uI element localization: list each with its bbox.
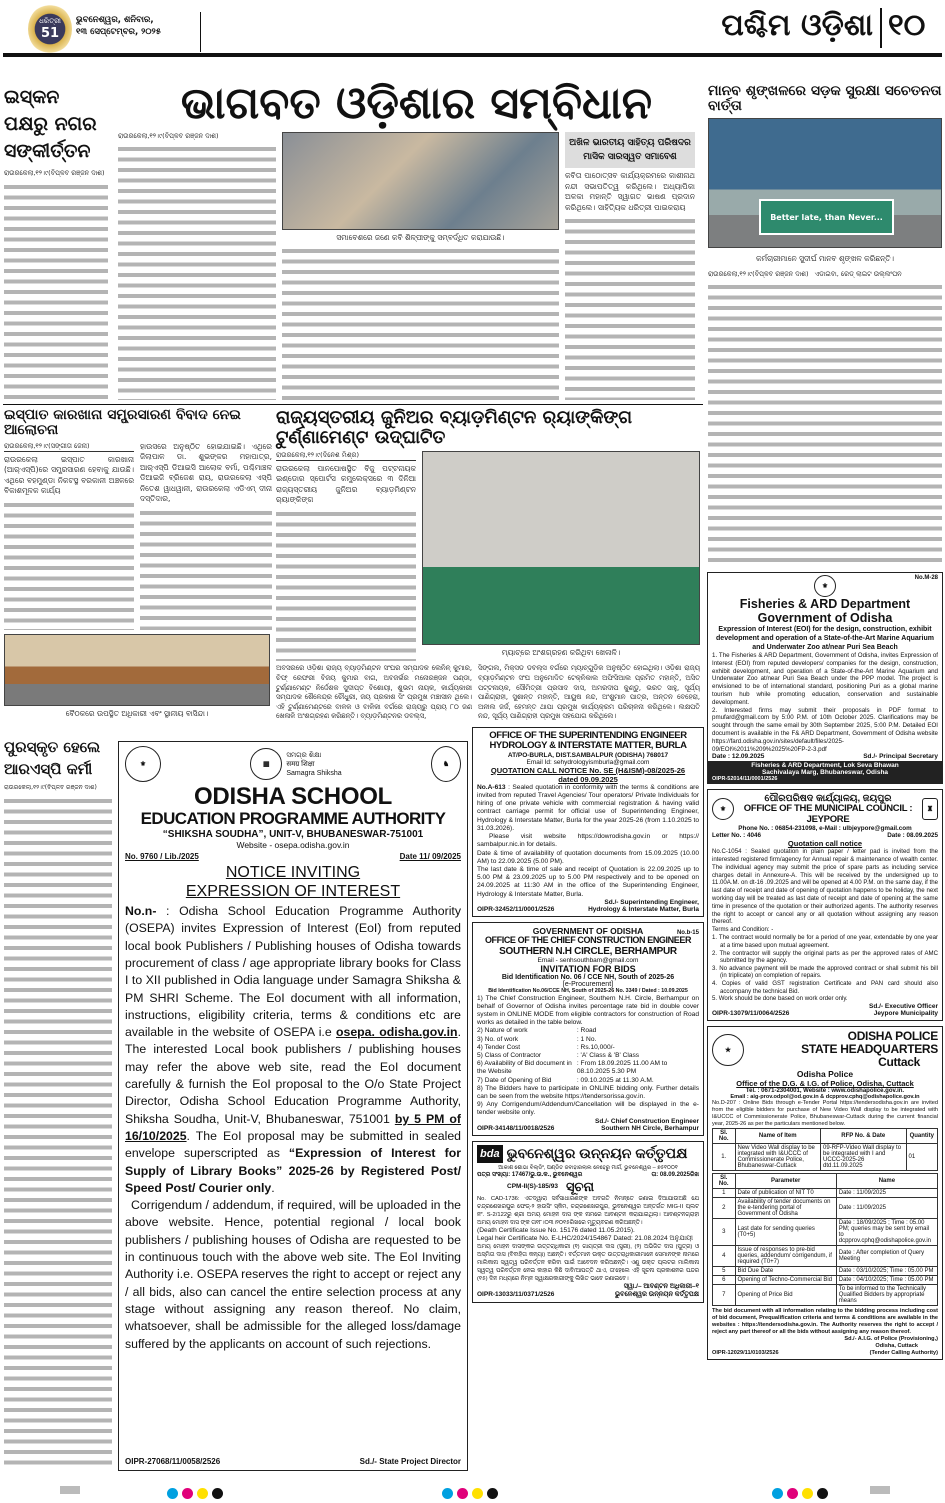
hydrology-ad [472, 727, 704, 917]
iskcon-body [4, 182, 108, 400]
cce-bid-line: Bid Identification No.06/CCE NH, South of 2025-26 No. 3349 / Dated : 10.09.2025 [488, 987, 688, 994]
registration-dot [472, 1488, 483, 1499]
police-title-3: Cuttack [878, 1055, 920, 1070]
bda-ad [472, 1141, 704, 1303]
osepa-text-end: . [271, 1180, 275, 1195]
police-title-1: ODISHA POLICE [847, 1028, 938, 1043]
odisha-emblem-icon: ⚜ [814, 575, 836, 597]
municipal-seal-icon: ♜ [922, 798, 938, 820]
jeypore-odia-title: ପୌରପରିଷଦ କାର୍ଯ୍ୟାଳୟ, ଜୟପୁର [764, 793, 892, 805]
osepa-no: No.n- [125, 904, 157, 919]
fisheries-footer-2: Sachivalaya Marg, Bhubaneswar, Odisha [761, 769, 889, 777]
table-cell: 01 [906, 1144, 938, 1171]
cce-item-9: 9) Any Corrigendum/Addendum/Cancellation will be displayed in the e-tender website only. [477, 1101, 699, 1117]
fisheries-footer [708, 761, 942, 783]
table-row [713, 1246, 938, 1267]
registration-dot [212, 1488, 223, 1499]
steel-story [4, 408, 272, 630]
table-cell: 4 [713, 1246, 736, 1267]
table-row [713, 1219, 938, 1246]
jeypore-para: No.C-1054 : Sealed quotation in plain paper / letter pad is invited from the interested registered firm/agency for Annual repair & maintenance of wealth center. The individual agency may submit the price of spare parts as including service charges detail in Annexure-A. This will be received by the undersigned up to 11.00A.M. on dt-16 .09.2025 and will be opened at 4.00 P.M. on the same day, if the last date of receipt and date of opening of quotation happens to be holiday, the next working day will be treated as last date of receipt and date of opening at the same time in presence of the quotation or their authorized agents. The authority reserves the right to accept or cancel any or all quotation without assigning any reason thereof. [712, 848, 938, 926]
hydrology-address: AT/PO-BURLA, DIST.SAMBALPUR (ODISHA) 768017 [507, 751, 669, 759]
bda-death-cert: (Death Certificate Issue No. 15176 dated 11.05.2015). [477, 1226, 635, 1234]
right-ads-column [707, 572, 943, 1360]
fisheries-item-2: 2. Interested firms may submit their proposals in PDF format to pmufard@gmail.com by 5:00 P.M. of 10th October 2025. Clarifications may be sought through the same email by 30th September 2025, 5:00 P.M. Detailed EOI document is available in the F& ARD Department, Government of Odisha website https://fard.odisha.gov.in/sites/default/files/2025-09/EOI%2011%209%2025%20FP-2-3.pdf [712, 706, 938, 753]
cce-item-1: 1) The Chief Construction Engineer, Southern N.H. Circle, Berhampur on behalf of Governor of Odisha invites percentage rate bid in double cover system in ONLINE MODE from eligible contractors for construction of Road works as detailed in the table below. [477, 994, 699, 1027]
osepa-ad [118, 741, 468, 1471]
police-sign-1: Sd./- A.I.G. of Police (Provisioning,) [844, 1336, 938, 1343]
table-cell: Date : 03/10/2025; Time : 05.00 PM [836, 1267, 937, 1276]
cce-detail-row [477, 1060, 699, 1076]
column-header: Name [836, 1174, 937, 1189]
cce-title-1: OFFICE OF THE CHIEF CONSTRUCTION ENGINEER [484, 934, 692, 945]
road-safety-photo [708, 118, 942, 248]
hydrology-email: Email Id: sehydrologyismburla@gmail.com [526, 758, 650, 766]
bda-letter: ପତ୍ର ସଂଖ୍ୟା: 17467/ଭୁ.ଉ.କ., ଭୁବନେଶ୍ୱର [477, 1171, 583, 1178]
registration-dot [167, 1488, 178, 1499]
hydrology-title-2: HYDROLOGY & INTERSTATE MATTER, BURLA [489, 740, 687, 752]
terms-item: 3. No advance payment will be made the approved contract or shall submit his bill (in triplicate) on completion of repairs. [712, 964, 938, 980]
road-safety-story [708, 84, 942, 566]
cce-gov: GOVERNMENT OF ODISHA [532, 925, 644, 936]
table-row [713, 1198, 938, 1219]
bhagabat-photo-caption: ସମାବେଶରେ ଜଣେ କବି ଶିଳ୍ପୀଙ୍କୁ ସମ୍ବର୍ଦ୍ଧିତ କରାଯାଉଛି। [336, 233, 505, 243]
osepa-text-a: : Odisha School Education Programme Authority (OSEPA) invites Expression of Interest (EoI) from reputed local book Publishers / Publishing houses of Odisha towards procurement of class / age appropriate library books for Class I to XII published in Odia language under Samagra Shiksha & PM SHRI Scheme. The EoI document with all information, instructions, eligibility criteria, terms & conditions etc are available in the website of OSEPA i.e [125, 904, 461, 1040]
registration-dot [802, 1488, 813, 1499]
osepa-text-b: . The interested Local book publishers / publishing houses may refer the above web site, read the EoI document carefully & furnish the EoI proposal to the O/o State Project Director, Odisha School Education Programme Authority, Shiksha Soudha, Unit-V, Bhubaneswar, 751001 [125, 1025, 461, 1126]
rsp-award-story [4, 736, 112, 1470]
bda-para-2: ଅମୟ ମୋହନ ଦାସଙ୍କର ଉତ୍ତରାଧିକାରୀ (୧) ଗାୟତ୍ରୀ ଦାସ (ସ୍ତ୍ରୀ), (୨) ଅଭିଜିତ ଦାସ (ପୁତ୍ର) ଓ ଅସ୍ମିତା ଦାସ (ବିବାହିତା କନ୍ୟା) ଅଛନ୍ତି। ବର୍ତ୍ତମାନ ଉକ୍ତ ଉତ୍ତରାଧିକାରୀମାନେ ସେମାନଙ୍କ ନାମରେ ମାଲିକାନା ସ୍ୱତ୍ୱ ପରିବର୍ତ୍ତନ କରିବା ପାଇଁ ଆବେଦନ କରିଅଛନ୍ତି। ଏଣୁ ଉକ୍ତ ପ୍ଲଟର ମାଲିକାନା ସ୍ୱତ୍ୱ ପରିବର୍ତ୍ତନ ନେଇ କାହାର କିଛି ଦାବି/ଆପତ୍ତି ଥାଏ, ତା'ହେଲେ ଏହି ସୂଚନା ପ୍ରକାଶନର ପନ୍ଦର (୧୫) ଦିନ ମଧ୍ୟରେ ନିମ୍ନ ସ୍ୱାକ୍ଷରକାରୀଙ୍କୁ ଲିଖିତ ଭାବେ ଜଣାଇବେ। [477, 1244, 699, 1283]
cce-bid-id: Bid Identification No. 06 / CCE NH, South of 2025-26 [501, 973, 675, 981]
bda-suchana: ସୂଚନା [565, 1178, 595, 1194]
table-cell: To be informed to the Technically Qualified Bidders by appropriate means [836, 1285, 937, 1306]
cce-ad [472, 922, 704, 1136]
badminton-photo [422, 451, 700, 646]
road-safety-byline: ରାଉରକେଲା,୧୨।୯(ବିପ୍ଳବ ରଞ୍ଜନ ଦାଶ) [708, 269, 809, 278]
cce-detail-row [477, 1077, 699, 1085]
table-row [713, 1285, 938, 1306]
iskcon-story [4, 84, 108, 400]
police-sign-3: (Tender Calling Authority) [869, 1350, 938, 1357]
masthead-rule [3, 53, 942, 57]
fisheries-date: Date : 12.09.2025 [712, 753, 765, 761]
osepa-paragraph-2: Corrigendum / addendum, if required, will be uploaded in the above website. Hence, potential regional / local book publishers / publishing houses of Odisha are requested to be in continuous touch with the above web site. The EoI Inviting Authority i.e. OSEPA reserves the right to accept or reject any / all bids, also can cancel the entire selection process at any stage without assigning any reason thereof. No claim, whatsoever, shall be admissible for the alleged loss/damage suffered by the applicants on account of such rejections. [125, 1198, 461, 1351]
cce-title-2: SOUTHERN N.H CIRCLE, BERHAMPUR [499, 945, 677, 957]
jeypore-title: OFFICE OF THE MUNICIPAL COUNCIL : JEYPORE [743, 803, 913, 825]
hydrology-para-1 [477, 784, 699, 833]
police-tel: Tel. : 0671-2304001, Website : www.odishapolice.gov.in. [745, 1088, 905, 1095]
table-cell: Date : 04/10/2025; Time : 05.00 PM [836, 1276, 937, 1285]
detail-label: 4) Tender Cost [477, 1043, 521, 1051]
detail-label: 6) Availability of Bid document in the Website [477, 1060, 572, 1076]
rsp-award-body [4, 796, 112, 1470]
table-row [713, 1189, 938, 1198]
police-title-2: STATE HEADQUARTERS [801, 1041, 938, 1056]
bda-date: ତା: 08.09.2025ରିଖ [651, 1171, 699, 1178]
cce-detail-row [477, 1044, 699, 1052]
odisha-emblem-icon: ⚜ [712, 798, 734, 820]
registration-dot [197, 1488, 208, 1499]
jeypore-ad [707, 789, 943, 1020]
terms-item: 4. Copies of valid GST registration Certificate and PAN card should also accompany the technical Bid. [712, 979, 938, 995]
table-cell: Last date for sending queries (T0+5) [735, 1219, 836, 1246]
table-cell: 1 [713, 1189, 736, 1198]
police-sign-2: Odisha, Cuttack [875, 1343, 918, 1350]
table-cell: Availability of tender documents on the e-tendering portal of Government of Odisha [735, 1198, 836, 1219]
police-para: No.D-207 : Online Bids through e-Tender Portal https://tendersodisha.gov.in are invited from the eligible bidders for purchase of New Video Wall display to be integrated with I&UCCC of Commissionerate Police, Bhubaneswar-Cuttack during the current financial year, 2025-26 as per the particulars mentioned below. [712, 1100, 938, 1128]
detail-value: : 09.10.2025 at 11.30 A.M. [576, 1076, 654, 1084]
osepa-paragraph-1 [125, 903, 461, 1197]
bda-heir-cert: Legal heir Certificate No. E-LHC/2024/154867 Dated: 21.08.2024 ଅନୁଯାୟୀ [477, 1234, 693, 1242]
steel-body-2: ହାଉସରେ ଅନୁଷ୍ଠିତ ହୋଇଯାଇଛି। ଏଥିରେ ଜିଲାପାଳ ଡା. ଶୁଭଙ୍କର ମହାପାତ୍ର, ଆର୍‌ଏସ୍‌ପି ଡିଆଇସି ଆଲୋକ ବର୍ମା, ପଶ୍ଚିମାଞ୍ଚଳ ଡିଆଇଜି ବ୍ରିଜେଶ ରାୟ, ରାଉରକେଲା ଏସ୍‌ପି ନିତେଶ ୱାଧୱାନୀ, ରାଉରକେଲା ଏଡିଏମ୍ ଦୀନା ଦସ୍ତିଦାର, [140, 441, 272, 504]
meeting-photo-caption: ବୈଠକରେ ଉପସ୍ଥିତ ଅଧିକାରୀ ଏବଂ ସ୍ଥାନୀୟ ବାସିନ୍ଦା। [65, 709, 209, 718]
cce-invite: INVITATION FOR BIDS [540, 963, 636, 974]
osepa-website: Website - osepa.odisha.gov.in [236, 840, 350, 851]
osepa-superscription: “Expression of Interest for Supply of Library Books” 2025-26 by Registered Post/ Speed Post/ Courier only [125, 1146, 461, 1195]
cce-no: No.b-15 [676, 929, 699, 936]
cce-detail-row [477, 1036, 699, 1044]
jeypore-notice-title: Quotation call notice [787, 839, 863, 849]
detail-label: 5) Class of Contractor [477, 1052, 542, 1060]
police-oipr: OIPR-12029/11/0103/2526 [712, 1350, 779, 1357]
table-row [713, 1276, 938, 1285]
table-header-row [713, 1174, 938, 1189]
osepa-ref-no: No. 9760 / Lib./2025 [125, 852, 199, 862]
logo-text-hindi: समग्र शिक्षा [286, 760, 315, 768]
jeypore-oipr: OIPR-13079/11/0064/2526 [712, 1009, 790, 1017]
hydrology-sign-1: Sd./- Superintending Engineer, [604, 898, 699, 906]
rsp-award-headline: ପୁରସ୍କୃତ ହେଲେ ଆରଏସ୍‌ପି କର୍ମୀ [4, 738, 101, 778]
registration-dot [487, 1488, 498, 1499]
osepa-address: “SHIKSHA SOUDHA”, UNIT-V, BHUBANESWAR-751001 [162, 829, 424, 841]
notice-heading-2: EXPRESSION OF INTEREST [185, 883, 401, 901]
jeypore-sign-2: Jeypore Municipality [873, 1009, 938, 1017]
road-safety-headline: ମାନବ ଶୃଙ୍ଖଳରେ ସଡ଼କ ସୁରକ୍ଷା ସଚେତନତା ବାର୍ତ୍ତା [708, 83, 942, 115]
bda-title: ଭୁବନେଶ୍ୱର ଉନ୍ନୟନ କର୍ତ୍ତୃପକ୍ଷ [506, 1145, 688, 1162]
table-cell: 1. [713, 1144, 736, 1171]
fisheries-item-1: 1. The Fisheries & ARD Department, Government of Odisha, invites Expression of Interest (EOI) from reputed developers/ companies for the design, construction, exhibit development, and operation of a State-of-the-Art Marine Aquarium and Underwater Zoo at/near Puri Sea Beach under the PPP model. The project is envisioned to be of international standard, positioning Puri as a global marine tourism hub while promoting education, conservation and sustainable development. [712, 652, 938, 706]
table-header-row [713, 1129, 938, 1144]
registration-dot [182, 1488, 193, 1499]
bhagabat-body: କବିତା ପାଠୋତ୍ସବ କାର୍ଯ୍ୟକ୍ରମରେ କାଶୀନାଥ ନନ୍ଦୀ ସଭାପତିତ୍ୱ କରିଥିଲେ। ଅଧ୍ୟାପିକା ଅଳକା ମହାନ୍ତି ସ୍ୱାଗତ ଭାଷଣ ପ୍ରଦାନ କରିଥିଲେ। ସାହିତ୍ୟିକ ଧରିତ୍ରୀ ପାଇକରାୟ [565, 171, 695, 212]
logo-text-english: Samagra Shiksha [286, 769, 342, 777]
cce-item-8: 8) The Bidders have to participate in ONLINE bidding only. Further details can be seen from the website https://tendersorissa.gov.in. [477, 1084, 699, 1101]
hydrology-title-1: OFFICE OF THE SUPERINTENDING ENGINEER [489, 730, 687, 741]
detail-value: : Road [576, 1027, 597, 1035]
bda-oipr: OIPR-13033/11/0371/2526 [477, 1291, 555, 1299]
registration-dot [817, 1488, 828, 1499]
hydrology-para-3: Date & time of availability of quotation documents from 15.09.2025 (10.00 AM) to 22.09.2025 (5.00 PM). [477, 849, 699, 865]
jeypore-sign-1: Sd./- Executive Officer [869, 1002, 938, 1010]
fisheries-title-2: Government of Odisha [757, 611, 893, 625]
place-day: ଭୁବନେଶ୍ୱର, ଶନିବାର, [76, 15, 154, 25]
logo-text-odia: ସମଗ୍ର ଶିକ୍ଷା [286, 751, 322, 759]
steel-body: ରାଉରକେଲା ଇସ୍ପାତ କାରଖାନା (ଆର୍‌ଏସ୍‌ପି)ରେ ସମ୍ପ୍ରସାରଣ ହେବାକୁ ଯାଉଛି। ଏଥିରେ ବହମୁଣ୍ଡା ନିକଟସ୍ଥ ବରକାନୀ ଅଞ୍ଚଳରେ ବିକାଶମୂଳକ କାର୍ଯ୍ୟ [4, 454, 134, 496]
registration-dot [457, 1488, 468, 1499]
registration-dot [772, 1488, 783, 1499]
table-cell: Date of publication of NIT T0 [735, 1189, 836, 1198]
logo-word: ଧରିତ୍ରୀ [39, 17, 61, 25]
registration-marks [0, 1484, 945, 1498]
detail-label: 3) No. of work [477, 1035, 519, 1043]
osepa-link[interactable]: osepa. odisha.gov.in [335, 1025, 458, 1040]
bda-sign-2: ଭୁବନେଶ୍ୱର ଉନ୍ନୟନ କର୍ତ୍ତୃପକ୍ଷ [615, 1291, 699, 1299]
badminton-body: ରାଉରକେଲା ପାନପୋଷସ୍ଥିତ ବିଜୁ ପଟ୍ଟନାୟକ ଇଣ୍ଡୋର ସ୍ପୋର୍ଟସ କମ୍ପ୍ଲେକ୍ସରେ ୩ ଦିନିଆ ରାଜ୍ୟସ୍ତରୀୟ ଜୁନିଅର ବ୍ୟାଡ଼ମିଣ୍ଟନ ର‍୍ୟାଙ୍କିଙ୍ଗ [276, 463, 416, 505]
table-cell: Date : 18/09/2025 ; Time : 05.00 PM; queries may be sent by email to dcpprov.cphq@odishapolice.gov.in [836, 1219, 937, 1246]
cce-sign-2: Southern NH Circle, Berhampur [601, 1124, 699, 1132]
fisheries-ad [707, 572, 943, 784]
table-cell: 09-RFP-Video Wall display to be integrated with I and UCCC-2025-26 dtd.11.09.2025 [821, 1144, 907, 1171]
bda-cpm: CPM-II(S)-185/93 [507, 1183, 558, 1191]
cce-detail-row [477, 1052, 699, 1060]
police-footer: The bid document with all information relating to the bidding process including cost of bid document, Prequalification criteria and terms & conditions are available in the websites : https://tendersodisha.gov.in. The Authority reserves the right to accept / reject any part thereof or all the bids without assigning any reason thereof. [712, 1308, 938, 1336]
bhagabat-story [118, 80, 695, 400]
fisheries-title-1: Fisheries & ARD Department [739, 597, 911, 611]
detail-value: : From 18.09.2025 11.00 AM to 08.10.2025 5.30 PM [576, 1060, 668, 1076]
bhagabat-byline: ରାଉରକେଲା,୧୨।୯(ବିପ୍ଳବ ରଞ୍ଜନ ଦାଶ) [118, 132, 219, 141]
badminton-story [276, 408, 700, 722]
table-cell: 6 [713, 1276, 736, 1285]
table-row [713, 1267, 938, 1276]
table-row [713, 1144, 938, 1171]
schedule-table [712, 1173, 938, 1306]
osepa-signature: Sd./- State Project Director [359, 1457, 461, 1466]
cce-eproc: [e-Procurement] [562, 980, 614, 988]
middle-ads-column [472, 727, 704, 1303]
odisha-emblem-icon: ⚜ [125, 746, 161, 782]
jeypore-terms-title: Terms and Condition: - [712, 926, 774, 934]
bda-address: ଆକାଶ ଶୋଭା ବିଲ୍ଡିଂ, ପଣ୍ଡିତ ଜବାହାରଲାଲ ନେହେରୁ ମାର୍ଗ, ଭୁବନେଶ୍ୱର – ୭୫୧୦୦୧ [498, 1164, 678, 1171]
osepa-seal-icon: ♞ [431, 746, 461, 782]
table-cell: 5 [713, 1267, 736, 1276]
page-number: ୧୦ [888, 8, 926, 43]
banner: Better late, than Never... [759, 199, 894, 235]
column-header: Name of Item [735, 1129, 821, 1144]
registration-dot [787, 1488, 798, 1499]
items-table [712, 1128, 938, 1171]
column-header: Sl. No. [713, 1174, 736, 1189]
column-header: Sl. No. [713, 1129, 736, 1144]
column-header: Parameter [735, 1174, 836, 1189]
osepa-deadline: by 5 PM of 16/10/2025 [125, 1111, 461, 1143]
table-cell: 2 [713, 1198, 736, 1219]
table-cell: Date : 11/09/2025 [836, 1198, 937, 1219]
issue-date: ୧୩ ସେପ୍ଟେମ୍ବର, ୨୦୨୫ [76, 27, 162, 37]
notice-heading-1: NOTICE INVITING [225, 864, 361, 882]
column-header: RFP No. & Date [821, 1129, 907, 1144]
table-cell: Bid Due Date [735, 1267, 836, 1276]
police-office: Office of the D.G. & I.G. of Police, Odisha, Cuttack [736, 1079, 914, 1089]
section-title: ପଶ୍ଚିମ ଓଡ଼ିଶା [721, 8, 873, 43]
table-cell: New Video Wall display to be integrated with I&UCCC of Commissionerate Police, Bhubaneswar-Cuttack [735, 1144, 821, 1171]
table-cell: Date : After completion of Query Meeting [836, 1246, 937, 1267]
road-safety-photo-caption: କର୍ମଚାରୀମାନେ ସୁଦୀର୍ଘ ମାନବ ଶୃଙ୍ଖଳ କରିଛନ୍ତି। [755, 253, 895, 263]
badminton-headline: ରାଜ୍ୟସ୍ତରୀୟ ଜୁନିଅର ବ୍ୟାଡ଼ମିଣ୍ଟନ ର‍୍ୟାଙ୍କିଙ୍ଗ ଟୁର୍ଣ୍ଣାମେଣ୍ଟ ଉଦ୍‌ଘାଟିତ [276, 407, 633, 448]
jeypore-terms-list [712, 934, 938, 1002]
police-email: Email : aig-prov.odpol@od.gov.in & dcpprov.cphq@odishapolice.gov.in [730, 1094, 920, 1101]
police-emblem-icon: ★ [712, 1034, 744, 1066]
detail-value: : Rs.10,000/- [576, 1043, 615, 1051]
hydrology-oipr: OIPR-32452/11/0001/2526 [477, 905, 555, 913]
samagra-shiksha-logo-icon: ▦ [250, 748, 282, 780]
jeypore-letter: Letter No. : 4046 [712, 832, 761, 840]
fisheries-sign: Sd./- Principal Secretary [863, 753, 938, 761]
table-cell: Date : 11/09/2025 [836, 1189, 937, 1198]
steel-headline: ଇସ୍ପାତ କାରଖାନା ସମ୍ପ୍ରସାରଣ ବିବାଦ ନେଇ ଆଲୋଚନା [4, 407, 241, 439]
fisheries-oipr: OIPR-52014/11/0001/2526 [712, 776, 778, 783]
cce-oipr: OIPR-34148/11/0018/2526 [477, 1124, 555, 1132]
osepa-date: Date 11/ 09/2025 [399, 852, 461, 862]
logo-years: 51 [40, 26, 60, 41]
dateline [76, 14, 161, 38]
osepa-title-1: ODISHA SCHOOL [194, 783, 392, 810]
fisheries-footer-1: Fisheries & ARD Department, Lok Seva Bhawan [751, 762, 899, 770]
meeting-photo [4, 634, 270, 706]
hydrology-notice-date: dated 09.09.2025 [558, 774, 618, 784]
cce-details [477, 1027, 699, 1084]
hydrology-notice-title: QUOTATION CALL NOTICE No. SE (H&ISM)-08/2025-26 [490, 765, 686, 775]
bhagabat-photo [282, 132, 559, 230]
hydrology-sign-2: Hydrology & Interstate Matter, Burla [588, 905, 699, 913]
detail-label: 2) Nature of work [477, 1027, 528, 1035]
table-cell: Opening of Price Bid [735, 1285, 836, 1306]
hydrology-para-4: The last date & time of sale and receipt of Quotation is 22.09.2025 up to 5.00 PM & 23.09.2025 up to 5.00 PM respectively and to be opened on 24.09.2025 at 11:30 AM in the office of the Superintending Engineer, Hydrology & Interstate Matter, Burla. [477, 865, 699, 898]
anniversary-logo [28, 4, 72, 54]
hydrology-text: : Sealed quotation in conformity with the terms & conditions are invited from reputed Travel Agencies/ Tour operators/ Private Individuals for hiring of one private vehicle with commercial registration & having valid contract carriage permit for official use of Superintending Engineer, Hydrology & Interstate Matter, Burla for the year 2025-26 (from 1.10.2025 to 31.03.2026). [477, 783, 699, 832]
terms-item: 5. Work should be done based on work order only. [712, 995, 848, 1003]
badminton-byline: ରାଉରକେଲା,୧୨।୯(ଦିନେଶ ମିଶ୍ର) [276, 451, 416, 461]
bhagabat-kicker: ଅଖିଳ ଭାରତୀୟ ସାହିତ୍ୟ ପରିଷଦର ମାସିକ ସାରସ୍ୱତ ସମାବେଶ [565, 132, 695, 168]
bhagabat-headline: ଭାଗବତ ଓଡ଼ିଶାର ସମ୍ବିଧାନ [180, 78, 653, 129]
bda-sign-1: ସ୍ୱା./– ଆବଣ୍ଟନ ଅଧିକାରୀ–୧ [623, 1283, 699, 1291]
bda-para-1: No. CAD-1736: ଏତଦ୍ୱାରା ସର୍ବସାଧାରଣଙ୍କ ଅବଗତି ନିମନ୍ତେ ଜଣାଇ ଦିଆଯାଉଅଛି ଯେ ଚନ୍ଦ୍ରଶେଖରପୁର ଫେଜ୍-୨ ହାଉସିଂ ସ୍କିମ, ଚନ୍ଦ୍ରଶେଖରପୁର, ଭୁବନେଶ୍ୱର ଅନ୍ତର୍ଗତ MIG-II ପ୍ଲଟ ନଂ. S-2/122ରୁ ଶ୍ରୀ ଅମୟ ମୋହନ ଦାସ ଙ୍କ ନାମରେ ଆବଣ୍ଟନ କରାଯାଇଥିଲା। ଆବଣ୍ଟନଗ୍ରାହୀ ଅମୟ ମୋହନ ଦାସ ଙ୍କ ତା୧୮।୦୩।୨୦୧୫ରିଖରେ ମୃତ୍ୟୁବରଣ କରିଅଛନ୍ତି। [477, 1195, 699, 1226]
registration-dot [442, 1488, 453, 1499]
rsp-award-byline: ରାଉରକେଲା,୧୨।୯(ବିପ୍ଳବ ରଞ୍ଜନ ଦାଶ) [4, 784, 97, 791]
bda-logo-icon: bda [477, 1145, 503, 1163]
detail-value: : 'A' Class & 'B' Class [576, 1052, 640, 1060]
osepa-oipr: OIPR-27068/11/0058/2526 [125, 1457, 221, 1466]
badminton-photo-caption: ମ୍ୟାଚ୍‌ରେ ଅଂଶଗ୍ରହଣ କରିଥିବା ଖେଳାଳି। [501, 648, 621, 658]
table-cell: Issue of responses to pre-bid queries, addendum/ corrigendum, if required (T0+7) [735, 1246, 836, 1267]
table-cell: 3 [713, 1219, 736, 1246]
osepa-title-2: EDUCATION PROGRAMME AUTHORITY [140, 809, 446, 829]
jeypore-date: Date : 08.09.2025 [887, 832, 938, 840]
badminton-body-2: ଅବସରରେ ଓଡ଼ିଶା ରାଜ୍ୟ ବ୍ୟାଡ଼ମିଣ୍ଟନ ସଂଘର ସମ୍ପାଦକ ଲେନିନ୍ କୁମାର, ଚିଫ୍ ରେଫରୀ ବିଜୟ କୁମାର ବାଗ, ଅବଜର୍ଭର ମନୋରଞ୍ଜନ ପଣ୍ଡା, ଟୁର୍ଣ୍ଣାମେଣ୍ଟ ନିର୍ଦ୍ଦେଶକ ସୁଦୀପ୍ତ ବିଶୋୟୀ, ଶୁଭମ ନାୟକ, କାର୍ଯ୍ୟକାରୀ ସମ୍ପାଦକ ଶୈଳେନ୍ଦ୍ର ଚୌଧୁରୀ, ଜୟ ପ୍ରକାଶ ସିଂ ପ୍ରମୁଖ ମଞ୍ଚାସୀନ ଥିଲେ। ଏହି ଟୁର୍ଣ୍ଣାମେଣ୍ଟରେ ବାଳକ ଓ ବାଳିକା ବର୍ଗରେ ରାଜ୍ୟରୁ ପ୍ରାୟ ୮୦ ଜଣ ଖେଳାଳି ଅଂଶଗ୍ରହଣ କରିଛନ୍ତି। ବ୍ୟାଡ଼ମିଣ୍ଟନର ଡବଲ୍ସ, [276, 664, 472, 721]
terms-item: 2. The contractor will supply the original parts as per the approved rates of AMC submitted by the agency. [712, 949, 938, 965]
terms-item: 1. The contract would normally be for a period of one year, extendable by one year at a time based upon mutual agreement. [712, 934, 938, 949]
fisheries-no: No.M-28 [914, 575, 938, 581]
iskcon-headline: ଇସ୍କନ ପକ୍ଷରୁ ନଗର ସଙ୍କୀର୍ତ୍ତନ [4, 86, 97, 162]
table-cell: Opening of Techno-Commercial Bid [735, 1276, 836, 1285]
road-safety-body: ଏଡାଇବା, ରେଡ୍ ଲାଇଟ ଉଲ୍ଲଂଘନ [814, 269, 902, 278]
column-header: Quantity [906, 1129, 938, 1144]
cce-sign-1: Sd./- Chief Construction Engineer [594, 1117, 699, 1125]
hydrology-no: No.A-613 [477, 783, 506, 791]
fisheries-subtitle: Expression of Interest (EOI) for the design, construction, exhibit development and operation of a State-of-the-Art Marine Aquarium and Underwater Zoo at/near Puri Sea Beach [716, 626, 934, 651]
detail-value: : 1 No. [576, 1035, 597, 1043]
jeypore-contact: Phone No. : 06854-231098, e-Mail : ulbjeypore@gmail.com [738, 825, 912, 833]
cce-email: Email - senhsouthbam@gmail.com [537, 956, 639, 964]
police-org: Odisha Police [796, 1069, 854, 1080]
osepa-text-c: . The EoI proposal may be submitted in sealed envelope superscripted as [125, 1128, 461, 1161]
badminton-body-3: ସିଙ୍ଗଲ, ମିକ୍ସଡ ଡବଲ୍ସ ବର୍ଗରେ ମ୍ୟାଚ୍‌ଗୁଡ଼ିକ ଅନୁଷ୍ଠିତ ହୋଇଥିଲା। ଓଡ଼ିଶା ରାଜ୍ୟ ବ୍ୟାଡ଼ମିଣ୍ଟନ ସଂଘ ଅନୁମୋଦିତ ଟେକ୍ନିକାଲ ଅଫିସିଆଲ ପ୍ରମିତ ମହାନ୍ତି, ଅସିତ ପଟ୍ଟନାୟକ, ସୌମିତ୍ରୀ ପ୍ରସାଦ ଦାସ, ଅମରଦୀପ କୁଣ୍ଡୁ, ଭରତ ସାହୁ, ସୂର୍ଯ୍ୟ ପାଣିଗ୍ରାହୀ, ସୁଶାନ୍ତ ମହାନ୍ତି, ଆୟୁଷ ନନ୍ଦ, ଅଂଶୁମାନ ପାତ୍ର, ଅନ୍ତନ ବେହେରା, ଅନୀଲ ଜର୍ଜ, ହେମନ୍ତ ଥାପା ପ୍ରମୁଖ କାର୍ଯ୍ୟକ୍ରମ ପରିଚାଳନା କରିଥିଲେ। ଲକ୍ଷପତି ନନ୍ଦ, ସୂର୍ଯ୍ୟ ପାଣିଗ୍ରାହୀ ପ୍ରମୁଖ ସହଯୋଗ କରିଥିଲେ। [478, 664, 700, 721]
detail-label: 7) Date of Opening of Bid [477, 1076, 552, 1084]
table-cell: 7 [713, 1285, 736, 1306]
iskcon-byline: ରାଉରକେଲା,୧୨।୯(ବିପ୍ଳବ ରଞ୍ଜନ ଦାଶ) [4, 169, 105, 177]
cce-detail-row [477, 1027, 699, 1035]
police-ad [707, 1026, 943, 1361]
steel-byline: ରାଉରକେଲା,୧୨।୯(ସଙ୍ଗୀତା ଜେନା) [4, 442, 134, 452]
hydrology-para-2: Please visit website https://dowrodisha.gov.in or https:// sambalpur.nic.in for details. [477, 833, 699, 849]
